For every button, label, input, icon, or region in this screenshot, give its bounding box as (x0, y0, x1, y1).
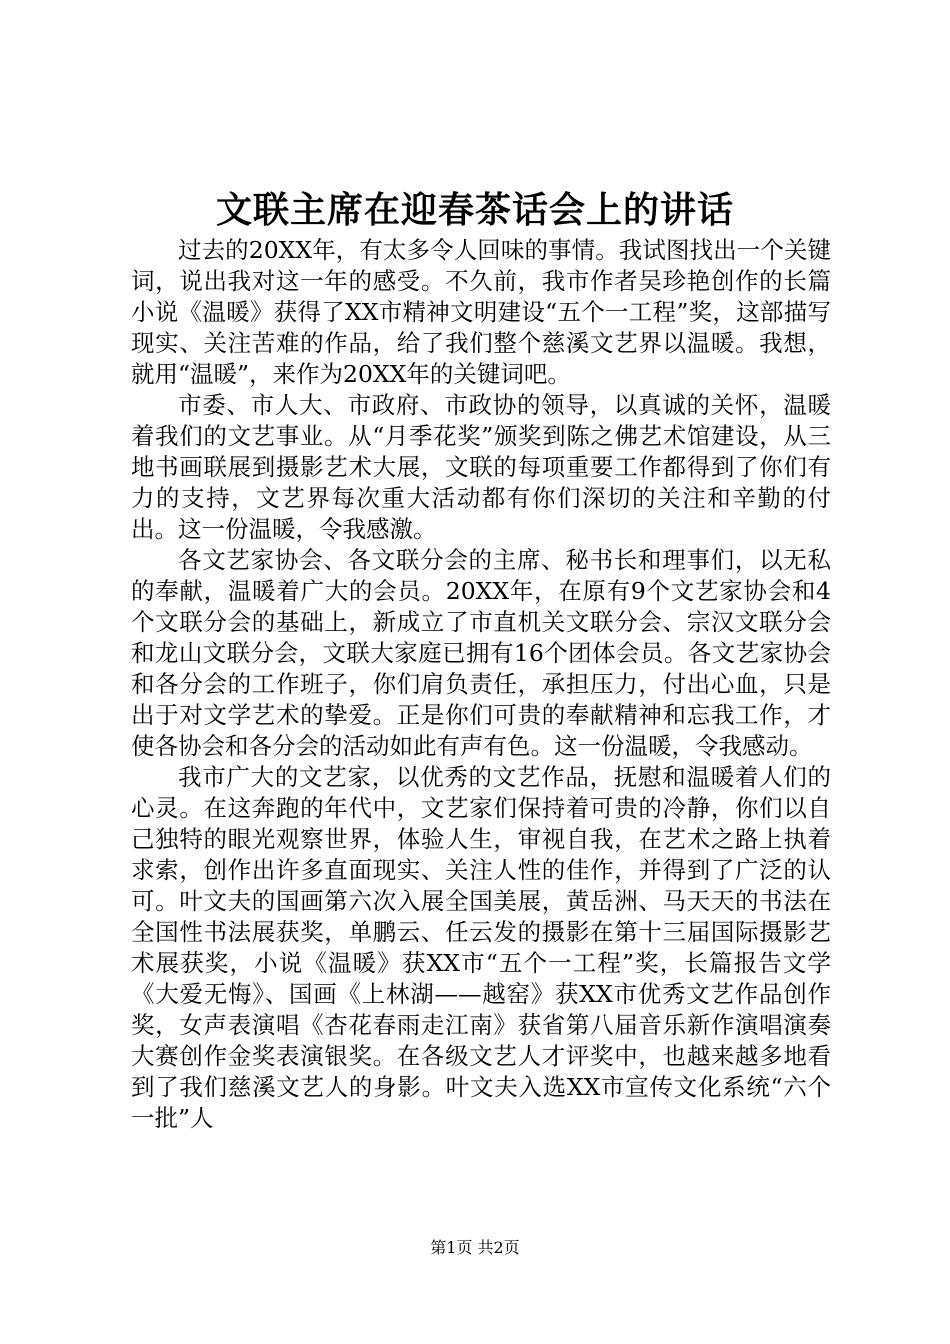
page-footer: 第1页 共2页 (430, 1238, 520, 1257)
paragraph-4: 我市广大的文艺家，以优秀的文艺作品，抚慰和温暖着人们的心灵。在这奔跑的年代中，文艺家们保持着可贵的冷静，你们以自己独特的眼光观察世界，体验人生，审视自我，在艺术之路上执着求索，创作出许多直面现实、关注人性的佳作，并得到了广泛的认可。叶文夫的国画第六次入展全国美展，黄岳洲、马天天的书法在全国性书法展获奖，单鹏云、任云发的摄影在第十三届国际摄影艺术展获奖，小说《温暖》获XX市“五个一工程”奖，长篇报告文学《大爱无悔》、国画《上林湖——越窑》获XX市优秀文艺作品创作奖，女声表演唱《杏花春雨走江南》获省第八届音乐新作演唱演奏大赛创作金奖表演银奖。在各级文艺人才评奖中，也越来越多地看到了我们慈溪文艺人的身影。叶文夫入选XX市宣传文化系统“六个一批”人 (131, 763, 831, 1132)
paragraph-1: 过去的20XX年，有太多令人回味的事情。我试图找出一个关键词，说出我对这一年的感受。不久前，我市作者吴珍艳创作的长篇小说《温暖》获得了XX市精神文明建设“五个一工程”奖，这部描写现实、关注苦难的作品，给了我们整个慈溪文艺界以温暖。我想，就用“温暖”，来作为20XX年的关键词吧。 (131, 236, 831, 388)
paragraph-3: 各文艺家协会、各文联分会的主席、秘书长和理事们，以无私的奉献，温暖着广大的会员。20XX年，在原有9个文艺家协会和4个文联分会的基础上，新成立了市直机关文联分会、宗汉文联分会和龙山文联分会，文联大家庭已拥有16个团体会员。各文艺家协会和各分会的工作班子，你们肩负责任，承担压力，付出心血，只是出于对文学艺术的挚爱。正是你们可贵的奉献精神和忘我工作，才使各协会和各分会的活动如此有声有色。这一份温暖，令我感动。 (131, 546, 831, 760)
document-title: 文联主席在迎春茶话会上的讲话 (215, 189, 734, 231)
paragraph-2: 市委、市人大、市政府、市政协的领导，以真诚的关怀，温暖着我们的文艺事业。从“月季花奖”颁奖到陈之佛艺术馆建设，从三地书画联展到摄影艺术大展，文联的每项重要工作都得到了你们有力的支持，文艺界每次重大活动都有你们深切的关注和辛勤的付出。这一份温暖，令我感激。 (131, 391, 831, 543)
document-body (131, 235, 831, 1134)
